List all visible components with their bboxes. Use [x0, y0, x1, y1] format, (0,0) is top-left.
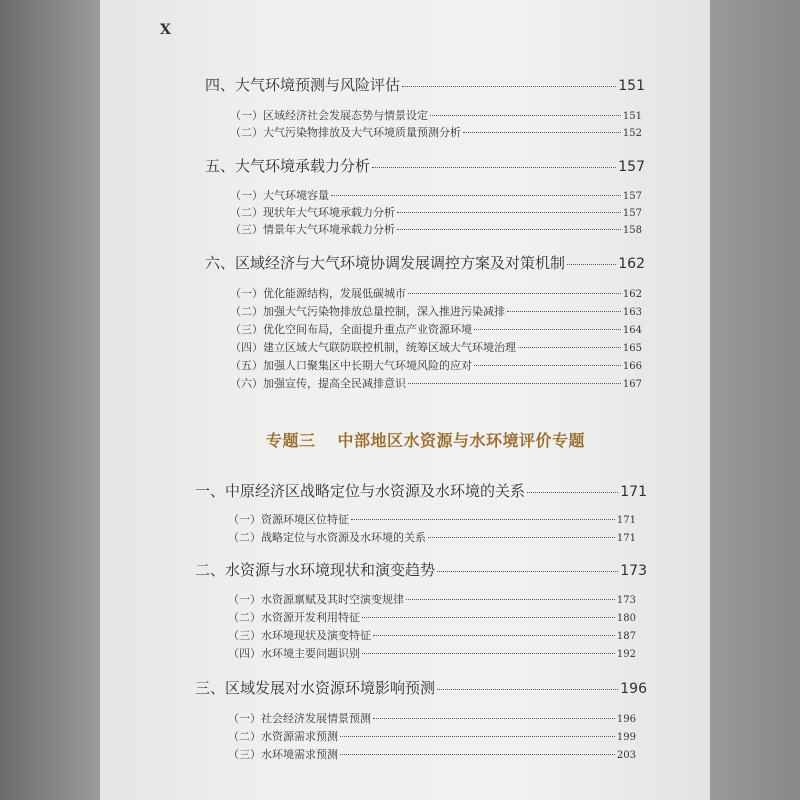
leader-dots [373, 718, 615, 719]
toc-item [230, 285, 642, 301]
leader-dots [527, 492, 618, 493]
toc-item-label: （一）区域经济社会发展态势与情景设定 [230, 109, 428, 122]
toc-page-number: 164 [622, 325, 642, 336]
toc-page-number: 171 [620, 484, 647, 500]
toc-page-number: 196 [616, 714, 636, 725]
toc-section-title: 三、区域发展对水资源环境影响预测 [195, 679, 436, 697]
toc-item-label: （五）加强人口聚集区中长期大气环境风险的应对 [230, 359, 472, 372]
topic-title: 中部地区水资源与水环境评价专题 [337, 431, 586, 450]
leader-dots [430, 115, 621, 116]
toc-page-number: 151 [618, 78, 645, 94]
leader-dots [518, 347, 621, 348]
toc-item [230, 303, 642, 319]
leader-dots [340, 754, 615, 755]
leader-dots [402, 86, 616, 87]
leader-dots [567, 264, 616, 265]
toc-item [228, 728, 636, 744]
toc-page-number: 199 [616, 732, 636, 743]
toc-page-number: 171 [616, 515, 636, 526]
book-edge [710, 0, 800, 800]
leader-dots [362, 653, 615, 654]
leader-dots [474, 365, 621, 366]
toc-item-label: （四）建立区域大气联防联控机制，统筹区域大气环境治理 [230, 341, 516, 354]
toc-page-number: 151 [622, 111, 642, 122]
toc-page-number: 173 [616, 595, 636, 606]
toc-page-number: 158 [622, 225, 642, 236]
toc-item [228, 529, 636, 545]
topic-prefix: 专题三 [266, 431, 316, 450]
leader-dots [373, 635, 615, 636]
toc-page-number: 152 [622, 128, 642, 139]
toc-item [228, 609, 636, 625]
toc-item-label: （二）大气污染物排放及大气环境质量预测分析 [230, 126, 461, 139]
toc-item [228, 591, 636, 607]
toc-item-label: （三）优化空间布局，全面提升重点产业资源环境 [230, 323, 472, 336]
toc-item-label: （三）水环境现状及演变特征 [228, 629, 371, 642]
leader-dots [408, 383, 621, 384]
toc-item [230, 107, 642, 123]
leader-dots [362, 617, 615, 618]
leader-dots [340, 736, 615, 737]
toc-section-title: 六、区域经济与大气环境协调发展调控方案及对策机制 [205, 254, 566, 272]
toc-item [230, 375, 642, 391]
toc-item-label: （二）战略定位与水资源及水环境的关系 [228, 531, 426, 544]
toc-item-label: （一）资源环境区位特征 [228, 513, 349, 526]
toc-item [228, 710, 636, 726]
toc-section-4 [205, 74, 645, 95]
toc-section-5 [205, 155, 645, 176]
toc-item-label: （二）现状年大气环境承载力分析 [230, 206, 395, 219]
toc-item [230, 124, 642, 140]
page-number-roman: X [160, 22, 171, 38]
leader-dots [331, 195, 621, 196]
toc-item [228, 645, 636, 661]
toc-item [228, 746, 636, 762]
toc-item [230, 187, 642, 203]
leader-dots [408, 293, 621, 294]
toc-item-label: （六）加强宣传，提高全民减排意识 [230, 377, 406, 390]
leader-dots [437, 689, 618, 690]
leader-dots [372, 167, 616, 168]
toc-item-label: （一）优化能源结构，发展低碳城市 [230, 287, 406, 300]
toc-item [230, 321, 642, 337]
toc-page-number: 180 [616, 613, 636, 624]
toc-item [230, 221, 642, 237]
leader-dots [397, 212, 621, 213]
toc-section-2 [195, 559, 647, 580]
toc-section-title: 五、大气环境承载力分析 [205, 157, 371, 175]
toc-page-number: 171 [616, 533, 636, 544]
toc-page-number: 192 [616, 649, 636, 660]
toc-section-6 [205, 252, 645, 273]
toc-section-title: 一、中原经济区战略定位与水资源及水环境的关系 [195, 482, 526, 500]
leader-dots [474, 329, 621, 330]
toc-page-number: 157 [622, 191, 642, 202]
toc-item-label: （四）水环境主要问题识别 [228, 647, 360, 660]
toc-item-label: （二）加强大气污染物排放总量控制，深入推进污染减排 [230, 305, 505, 318]
leader-dots [507, 311, 621, 312]
toc-page-number: 167 [622, 379, 642, 390]
leader-dots [397, 229, 621, 230]
toc-page-number: 162 [618, 256, 645, 272]
toc-page-number: 203 [616, 750, 636, 761]
toc-section-title: 二、水资源与水环境现状和演变趋势 [195, 561, 436, 579]
toc-item [230, 339, 642, 355]
toc-section-1 [195, 480, 647, 501]
toc-section-title: 四、大气环境预测与风险评估 [205, 76, 401, 94]
toc-item [228, 627, 636, 643]
leader-dots [406, 599, 615, 600]
toc-item [230, 204, 642, 220]
toc-page-number: 196 [620, 681, 647, 697]
leader-dots [351, 519, 615, 520]
toc-item-label: （二）水资源需求预测 [228, 730, 338, 743]
leader-dots [463, 132, 621, 133]
toc-item [228, 511, 636, 527]
toc-page-number: 165 [622, 343, 642, 354]
toc-page-number: 166 [622, 361, 642, 372]
leader-dots [437, 571, 618, 572]
toc-page-number: 163 [622, 307, 642, 318]
toc-page-number: 157 [622, 208, 642, 219]
leader-dots [428, 537, 615, 538]
toc-page-number: 173 [620, 563, 647, 579]
toc-item [230, 357, 642, 373]
toc-section-3 [195, 677, 647, 698]
toc-item-label: （一）水资源禀赋及其时空演变规律 [228, 593, 404, 606]
topic-heading [266, 428, 585, 451]
toc-page-number: 162 [622, 289, 642, 300]
toc-item-label: （一）社会经济发展情景预测 [228, 712, 371, 725]
toc-item-label: （一）大气环境容量 [230, 189, 329, 202]
toc-page-number: 157 [618, 159, 645, 175]
toc-item-label: （三）情景年大气环境承载力分析 [230, 223, 395, 236]
toc-item-label: （三）水环境需求预测 [228, 748, 338, 761]
toc-page-number: 187 [616, 631, 636, 642]
book-gutter [0, 0, 100, 800]
toc-item-label: （二）水资源开发利用特征 [228, 611, 360, 624]
